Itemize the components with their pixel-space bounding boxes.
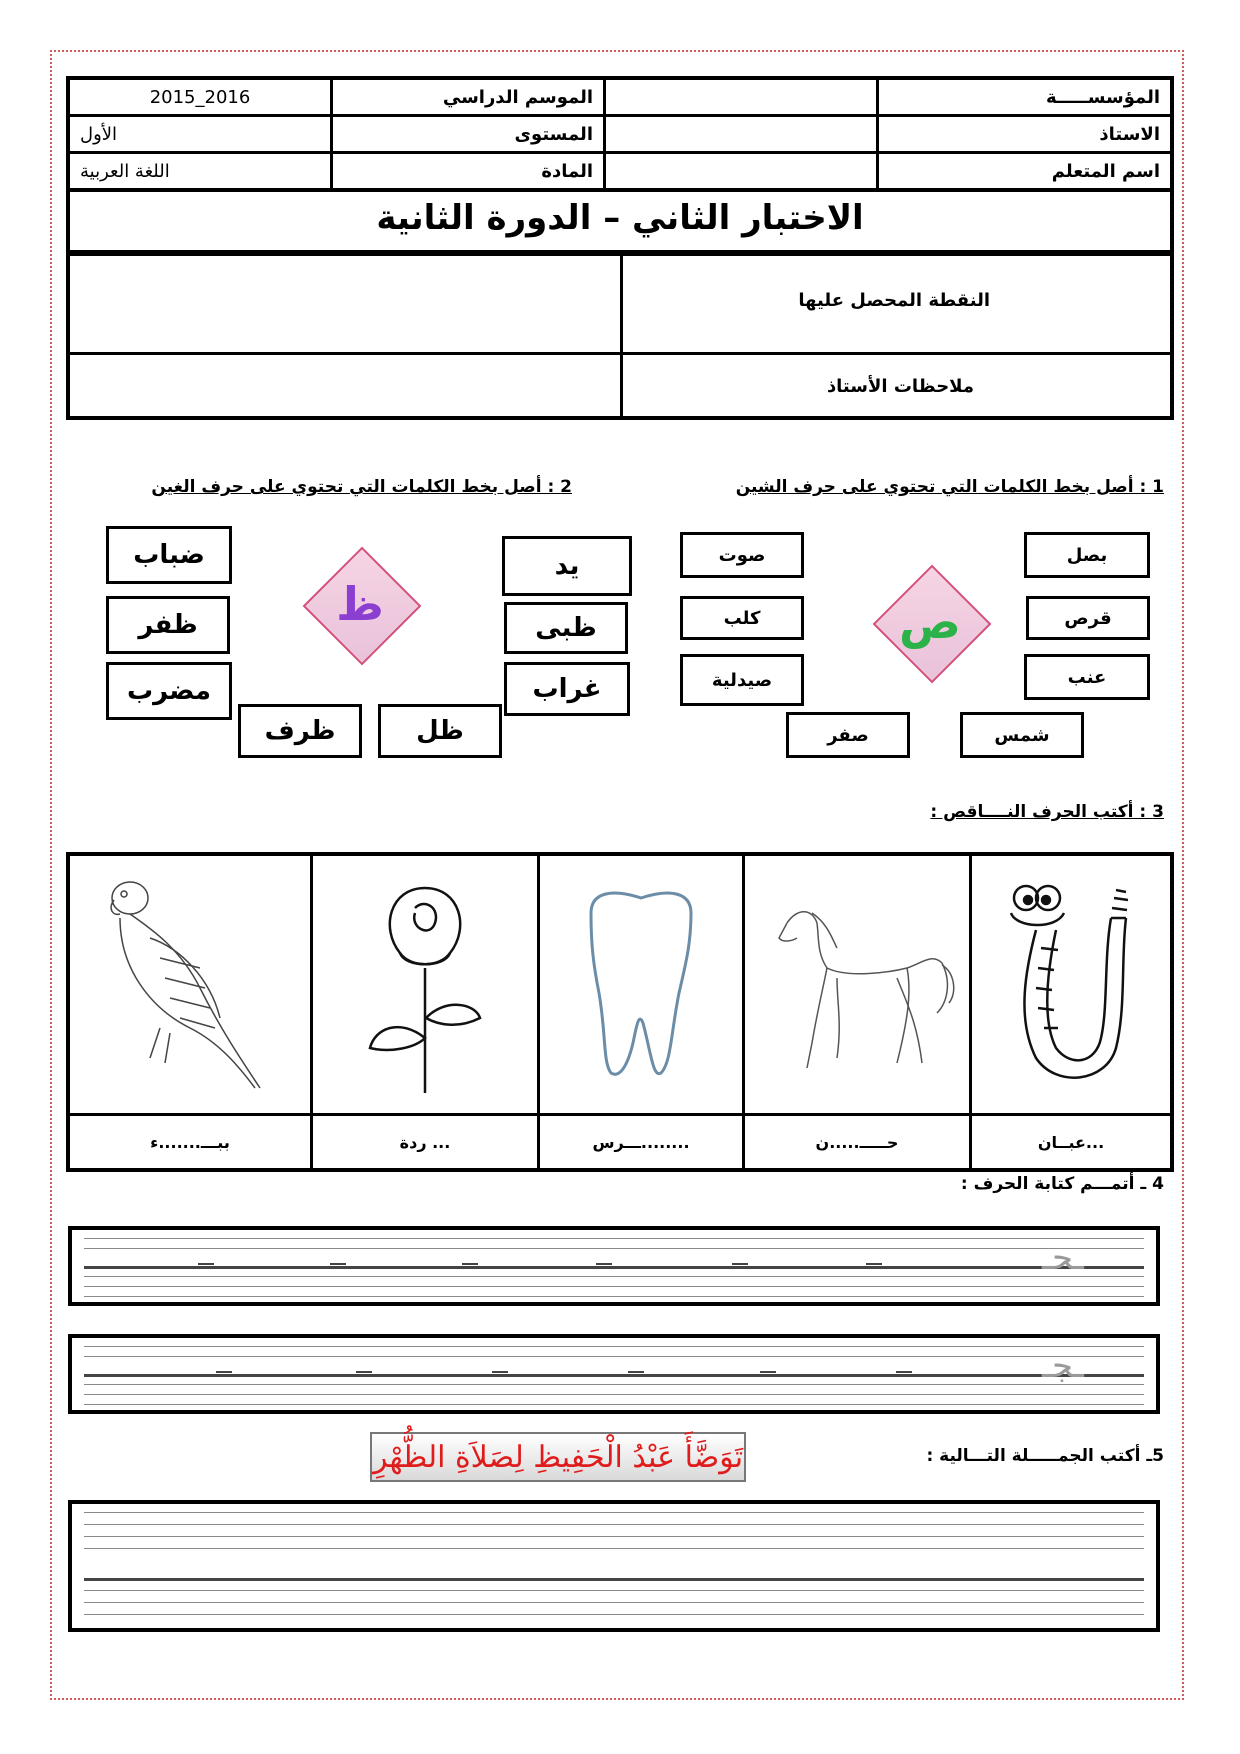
score-label: النقطة المحصل عليها [798,290,990,311]
student-name-label: اسم المتعلم [878,153,1173,191]
subject-value: اللغة العربية [68,153,332,191]
snake-word: ...عبــان [971,1115,1173,1171]
institution-value[interactable] [605,78,878,116]
letter-zaa: ظ [336,577,384,631]
writing-strip-1[interactable] [68,1226,1160,1306]
parrot-image [90,868,290,1098]
ex2-word-5[interactable]: ظفر [106,596,230,654]
parrot-word: ببـــ.......ء [68,1115,312,1171]
rose-image [330,868,520,1098]
missing-letter-table [66,852,1174,1172]
ex1-word-5[interactable]: كلب [680,596,804,640]
ex1-word-3[interactable]: عنب [1024,654,1150,700]
model-sentence: تَوَضَّأَ عَبْدُ الْحَفِيظِ لِصَلاَةِ الظُّهْرِ [370,1432,746,1482]
ex2-word-1[interactable]: يد [502,536,632,596]
writing-strip-2[interactable] [68,1334,1160,1414]
exercise1-instruction: 1 : أصل بخط الكلمات التي تحتوي على حرف الشين [735,477,1164,497]
teacher-value[interactable] [605,116,878,153]
season-value: 2016_2015 [68,78,332,116]
exam-title: الاختبار الثاني – الدورة الثانية [66,186,1174,254]
ex1-word-7[interactable]: شمس [960,712,1084,758]
parrot-cell [68,854,312,1115]
ex1-word-4[interactable]: صوت [680,532,804,578]
subject-label: المادة [332,153,605,191]
horse-cell [744,854,971,1115]
level-label: المستوى [332,116,605,153]
ex1-word-2[interactable]: قرص [1026,596,1150,640]
institution-label: المؤسســـــة [878,78,1173,116]
ex2-word-2[interactable]: ظبى [504,602,628,654]
season-label: الموسم الدراسي [332,78,605,116]
horse-image [757,883,957,1083]
score-box [66,252,1174,420]
exercise4-instruction: 4 ـ أتمـــم كتابة الحرف : [960,1174,1164,1194]
snake-cell [971,854,1173,1115]
letter-sad: ص [899,595,961,649]
ex2-word-4[interactable]: ضباب [106,526,232,584]
tooth-image [561,873,721,1093]
notes-label: ملاحظات الأستاذ [826,376,974,397]
teacher-label: الاستاذ [878,116,1173,153]
header-table [66,76,1174,192]
exercise5-instruction: 5ـ أكتب الجمـــــلة التـــالية : [926,1446,1164,1466]
ex1-word-6[interactable]: صيدلية [680,654,804,706]
rose-word: ... ردة [312,1115,539,1171]
level-value: الأول [68,116,332,153]
tooth-word: ........ـــرس [539,1115,744,1171]
rose-cell [312,854,539,1115]
trace-letter-2: ـجـ [1042,1346,1084,1386]
snake-image [986,868,1156,1098]
ex2-word-7[interactable]: ظرف [238,704,362,758]
trace-letter-1: ـحـ [1042,1238,1084,1278]
ex2-word-3[interactable]: غراب [504,662,630,716]
ex1-word-8[interactable]: صفر [786,712,910,758]
student-name-value[interactable] [605,153,878,191]
exercise3-instruction: 3 : أكتب الحرف النــــاقص : [930,802,1164,822]
score-field[interactable] [74,260,614,348]
ex2-word-8[interactable]: ظل [378,704,502,758]
letter-sad-diamond [890,582,970,662]
tooth-cell [539,854,744,1115]
exercise2-instruction: 2 : أصل بخط الكلمات التي تحتوي على حرف الغين [151,477,572,497]
ex1-word-1[interactable]: بصل [1024,532,1150,578]
ex2-word-6[interactable]: مضرب [106,662,232,720]
letter-zaa-diamond [320,564,400,644]
notes-field[interactable] [74,360,614,416]
horse-word: حـــــ.....ن [744,1115,971,1171]
writing-area[interactable] [68,1500,1160,1632]
